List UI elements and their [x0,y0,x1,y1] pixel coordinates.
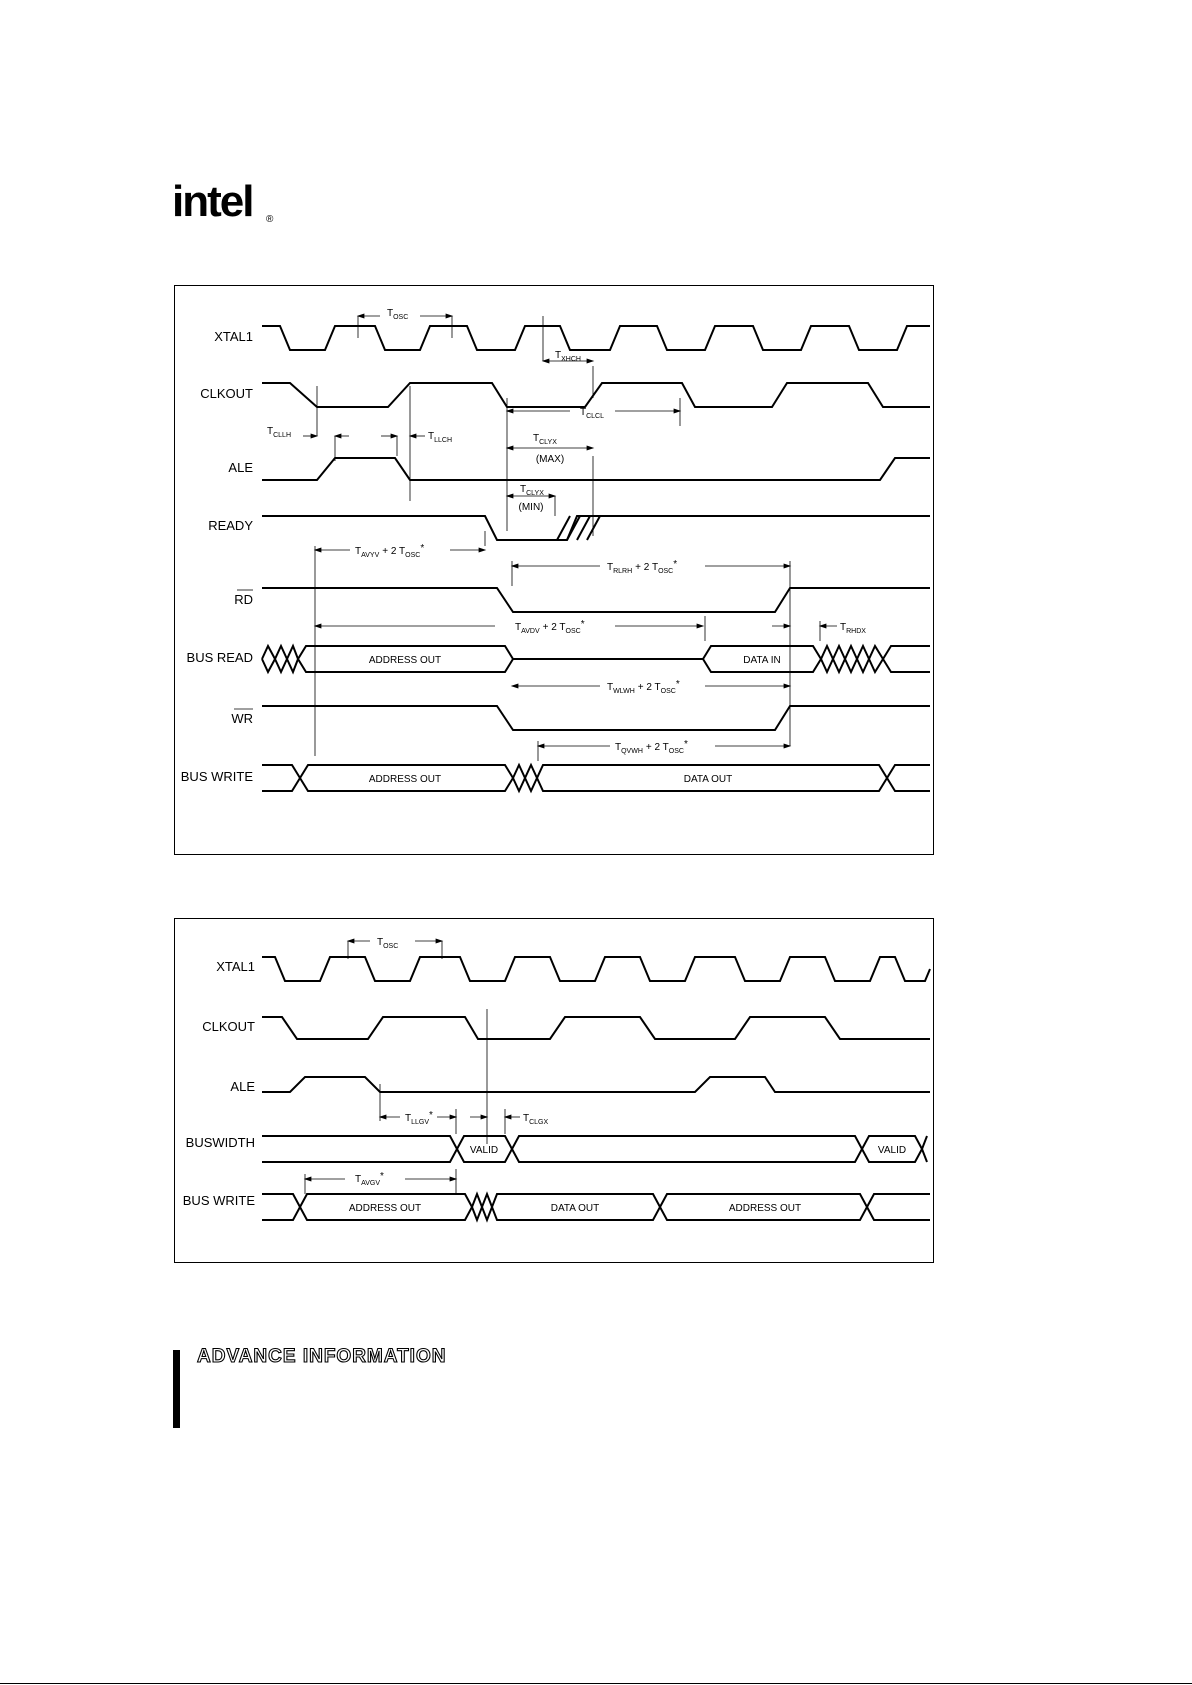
xtal1-waveform [262,326,930,350]
registered-mark: ® [266,214,274,225]
signal-label-bus-read: BUS READ [186,650,253,665]
tllgv-label: $T_{LLGV}*$ [405,1110,433,1126]
ale-waveform [262,458,930,480]
tosc-label: $T_{OSC}$ [387,308,409,321]
logo-text: intel [172,178,253,226]
bus-write-2-address-1-label: ADDRESS OUT [348,1203,422,1214]
rd-waveform [262,588,930,612]
reference-lines [315,316,790,761]
tavgv-label: $T_{AVGV}*$ [355,1171,384,1187]
signal-label-ready: READY [208,518,253,533]
bus-read-address-label: ADDRESS OUT [368,655,442,666]
tavdv-label: $T_{AVDV} + 2$ $T_{OSC}*$ [515,619,585,635]
bus-write-waveform [262,765,930,791]
ale-2-waveform [262,1077,930,1092]
tclgx-label: $T_{CLGX}$ [523,1113,549,1126]
signal-label-ale: ALE [228,460,253,475]
signal2-label-buswidth: BUSWIDTH [185,1135,255,1150]
buswidth-valid-1-label: VALID [469,1145,499,1156]
bus-read-data-label: DATA IN [743,655,781,666]
ready-hatch [557,516,600,540]
clkout-2-waveform [262,1017,930,1039]
signal-label-clkout: CLKOUT [200,386,253,401]
bus-write-2-data-label: DATA OUT [550,1203,600,1214]
wr-waveform [262,706,930,730]
buswidth-waveform [262,1136,927,1162]
bus-read-waveform [262,646,930,672]
tavyv-label: $T_{AVYV} + 2$ $T_{OSC}*$ [355,543,425,559]
tclyx-max-label: $T_{CLYX}$ [533,433,557,446]
bus-write-address-label: ADDRESS OUT [368,774,442,785]
tclcl-label: $T_{CLCL}$ [580,407,605,420]
ready-waveform [262,516,930,540]
tllch-label: $T_{LLCH}$ [428,431,453,444]
trhdx-label: $T_{RHDX}$ [840,622,866,635]
signal2-label-bus-write: BUS WRITE [182,1193,255,1208]
max-note: (MAX) [535,454,565,465]
signal-label-bus-write: BUS WRITE [180,769,253,784]
buswidth-valid-2-label: VALID [877,1145,907,1156]
signal2-label-ale: ALE [230,1079,255,1094]
intel-logo [172,178,292,238]
twlwh-label: $T_{WLWH} + 2$ $T_{OSC}*$ [607,679,680,695]
signal2-label-clkout: CLKOUT [202,1019,255,1034]
bus-write-data-label: DATA OUT [683,774,733,785]
signal-label-wr: WR [231,711,253,726]
xtal1-2-waveform [262,957,930,981]
trlrh-label: $T_{RLRH} + 2$ $T_{OSC}*$ [607,559,678,575]
txhch-label: $T_{XHCH}$ [555,350,581,363]
signal-label-rd: RD [234,592,253,607]
signal2-label-xtal1: XTAL1 [216,959,255,974]
read-write-timing-diagram [174,285,934,855]
tclyx-min-label: $T_{CLYX}$ [520,484,544,497]
min-note: (MIN) [518,502,544,513]
tosc-2-label: $T_{OSC}$ [377,937,399,950]
bus-write-2-address-2-label: ADDRESS OUT [728,1203,802,1214]
advance-information-text: ADVANCE INFORMATION [197,1346,447,1367]
clkout-waveform [262,383,930,407]
signal-label-xtal1: XTAL1 [214,329,253,344]
buswidth-timing-diagram [174,918,934,1263]
advance-info-bar [173,1350,180,1428]
tcllh-label: $T_{CLLH}$ [267,426,292,439]
bottom-rule [0,1683,1192,1684]
tqvwh-label: $T_{QVWH} + 2$ $T_{OSC}*$ [615,739,688,755]
